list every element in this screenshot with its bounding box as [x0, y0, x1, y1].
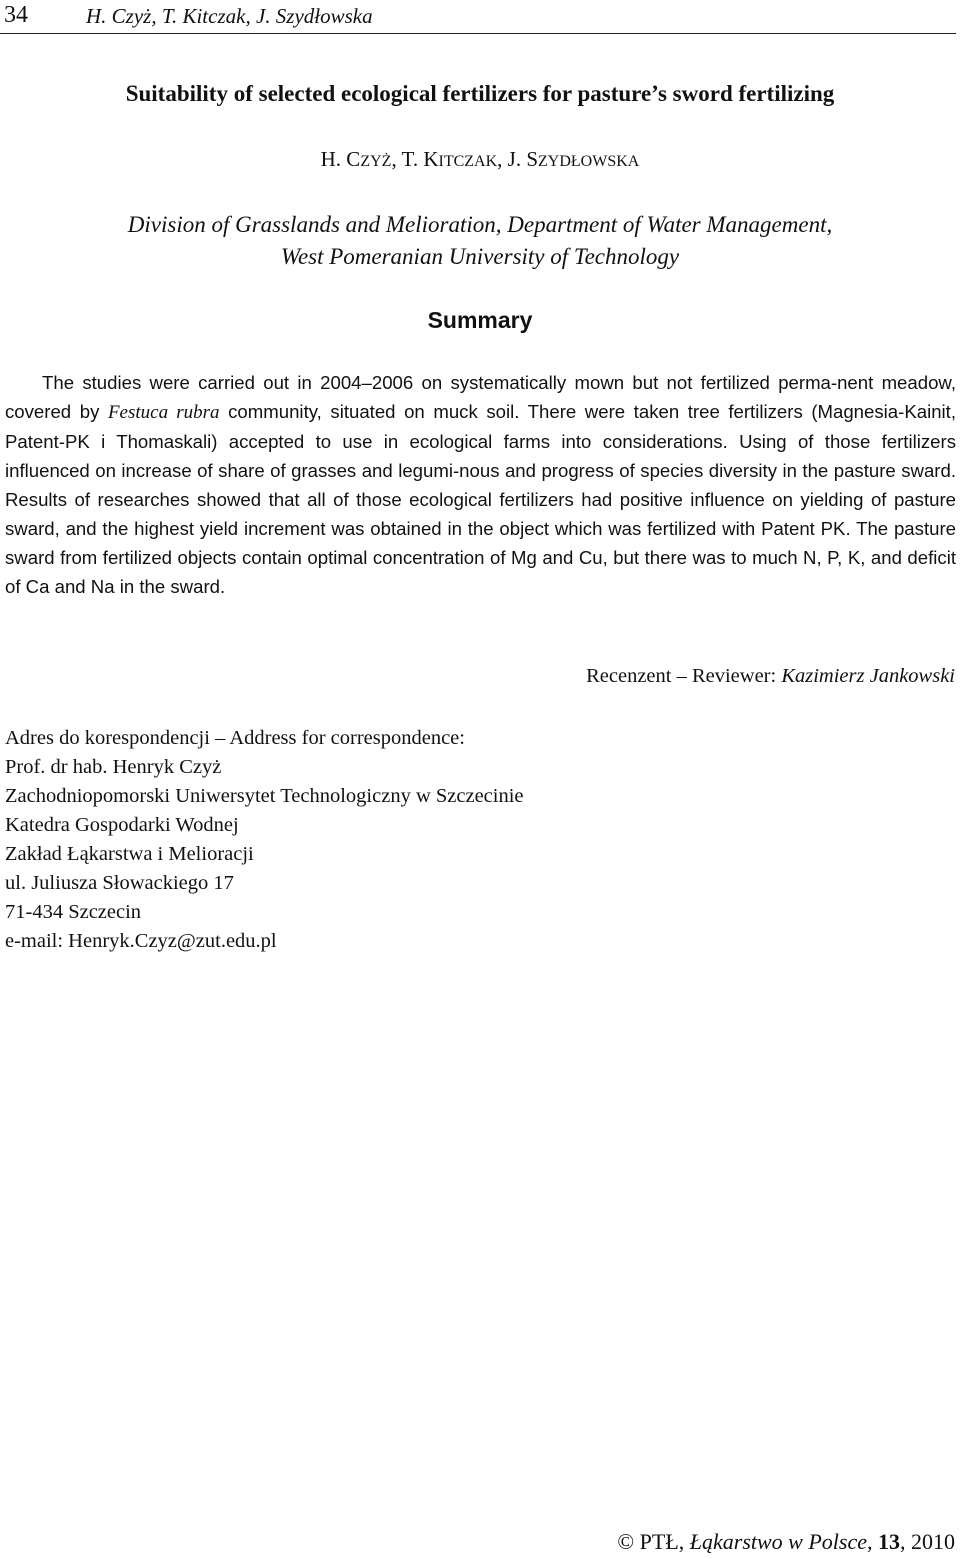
address-heading: Adres do korespondencji – Address for correspondence:	[5, 727, 465, 749]
volume-number: 13	[878, 1529, 900, 1554]
running-header	[0, 0, 956, 34]
reviewer-name: Kazimierz Jankowski	[781, 665, 955, 687]
address-line: ul. Juliusza Słowackiego 17	[5, 872, 234, 894]
reviewer-label: Recenzent – Reviewer:	[586, 665, 782, 687]
copyright-footer	[617, 1528, 955, 1556]
abstract-text	[5, 368, 956, 601]
address-line: 71-434 Szczecin	[5, 901, 142, 923]
author-3-surname: ZYDŁOWSKA	[538, 153, 640, 170]
journal-name: Łąkarstwo w Polsce	[689, 1529, 867, 1554]
address-email: e-mail: Henryk.Czyz@zut.edu.pl	[5, 930, 277, 952]
address-line: Zachodniopomorski Uniwersytet Technologiczny w Szczecinie	[5, 785, 524, 807]
paper-title: Suitability of selected ecological fertilizers for pasture’s sword fertilizing	[125, 81, 835, 106]
reviewer-line	[586, 662, 955, 690]
abstract-part-2: community, situated on muck soil. There were taken tree fertilizers (Magnesia-Kainit, Patent-PK i Thomaskali) accepted to use in ecological farms into considerations. Using of those fertilizers influenced on increase of share of grasses and legumi-nous and progress of species diversity in the pasture sward. Results of researches showed that all of those ecological fertilizers had positive influence on yielding of pasture sward, and the highest yield increment was obtained in the object which was fertilized with Patent PK. The pasture sward from fertilized objects contain optimal concentration of Mg and Cu, but there was to much N, P, K, and deficit of Ca and Na in the sward.	[5, 401, 957, 597]
abstract-part-1: The studies were carried out in 2004–2006 on systematically mown but not fertilized perma-nent meadow, covered by	[5, 372, 956, 422]
author-3-initial: , J. S	[497, 147, 539, 171]
address-line: Katedra Gospodarki Wodnej	[5, 814, 239, 836]
affiliation-line-1: Division of Grasslands and Melioration, Department of Water Management,	[127, 212, 833, 237]
publisher-name: PTŁ,	[639, 1529, 690, 1554]
author-1-surname: ZYŻ	[360, 153, 392, 170]
footer-separator: ,	[867, 1529, 878, 1554]
species-name: Festuca rubra	[107, 402, 220, 423]
author-list	[0, 146, 960, 175]
author-1-initial: H. C	[320, 147, 361, 171]
page-number: 34	[4, 2, 28, 28]
affiliation-line-2: West Pomeranian University of Technology	[280, 244, 680, 269]
author-2-surname: ITCZAK	[438, 153, 498, 170]
author-2-initial: , T. K	[391, 147, 439, 171]
affiliation	[0, 209, 960, 273]
correspondence-address	[5, 724, 524, 956]
address-line: Prof. dr hab. Henryk Czyż	[5, 756, 222, 778]
publication-year: , 2010	[900, 1529, 955, 1554]
copyright-icon: ©	[617, 1529, 640, 1554]
summary-heading: Summary	[427, 307, 533, 333]
running-head-authors: H. Czyż, T. Kitczak, J. Szydłowska	[86, 4, 373, 28]
address-line: Zakład Łąkarstwa i Melioracji	[5, 843, 254, 865]
